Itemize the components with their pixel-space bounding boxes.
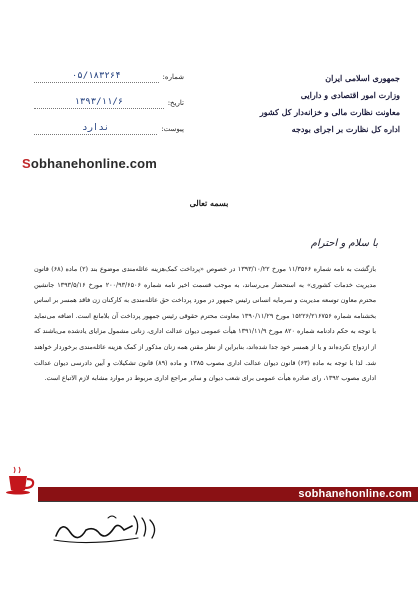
meta-number-row xyxy=(34,70,184,84)
meta-date-row xyxy=(34,96,184,110)
coffee-cup-icon xyxy=(4,466,38,496)
meta-attachment-label: پیوست: xyxy=(161,125,184,133)
ministry-header xyxy=(200,70,400,138)
meta-number-label: شماره: xyxy=(162,73,184,81)
letter-body xyxy=(34,262,376,387)
letter-paragraph: بازگشت به نامه شماره ۱۱/۳۵۶۶ مورخ ۱۳۹۳/۱۰/۲۲ در خصوص «پرداخت کمک‌هزینه عائله‌مندی موضوع بند (۲) ماده (۶۸) قانون مدیریت خدمات کشوری» به استحضار می‌رساند، به موجب قسمت اخیر نامه شماره ۲۰۰/۹۳/۶۵۰۶ مورخ ۱۳۹۳/۵/۱۶ جانشین محترم معاون توسعه مدیریت و سرمایه انسانی رئیس جمهور در مورد پرداخت حق عائله‌مندی به کارکنان زن فاقد همسر بر اساس بخشنامه شماره ۱۵۲۲۶/۲۱۶۷۵۶ مورخ ۱۳۹۰/۱۱/۲۹ معاونت محترم حقوقی رئیس جمهور پرداخت آن بلامانع است. اضافه می‌نماید با توجه به حکم دادنامه شماره ۸۲۰ مورخ ۱۳۹۱/۱۱/۹ هیأت عمومی دیوان عدالت اداری، زنانی مشمول مزایای یادشده می‌باشند که از ازدواج نکرده‌اند و یا از همسر خود جدا شده‌اند، بنابراین از نظر مقنن همه زنان مذکور از کمک هزینه عائله‌مندی برخوردار خواهند شد. لذا با توجه به ماده (۶۳) قانون دیوان عدالت اداری مصوب ۱۳۸۵ و ماده (۸۹) قانون تشکیلات و آیین دادرسی دیوان عدالت اداری مصوب ۱۳۹۲، رای صادره هیأت عمومی برای شعب دیوان و سایر مراجع اداری مربوط در موارد مشابه لازم الاتباع است. xyxy=(34,265,377,383)
signature xyxy=(48,508,168,550)
ministry-line-1: جمهوری اسلامی ایران xyxy=(325,73,400,83)
site-banner xyxy=(38,487,418,501)
site-banner-text: sobhanehonline.com xyxy=(298,488,412,500)
banner-divider xyxy=(38,501,418,502)
site-watermark-rest: obhanehonline.com xyxy=(30,156,158,171)
meta-number-value: ۰۵/۱۸۳۲۶۴ xyxy=(34,71,159,83)
meta-date-label: تاریخ: xyxy=(167,99,184,107)
site-watermark-red-letter: S xyxy=(22,156,31,171)
basmala: بسمه تعالی xyxy=(189,198,229,208)
meta-attachment-row xyxy=(34,122,184,136)
ministry-line-4: اداره کل نظارت بر اجرای بودجه xyxy=(291,124,400,134)
ministry-line-3: معاونت نظارت مالی و خزانه‌دار کل کشور xyxy=(259,107,400,117)
salutation: با سلام و احترام xyxy=(310,238,378,249)
meta-attachment-value: ندارد xyxy=(34,123,157,135)
meta-date-value: ۱۳۹۳/۱۱/۶ xyxy=(34,97,164,109)
site-watermark-top xyxy=(22,156,157,171)
ministry-line-2: وزارت امور اقتصادی و دارایی xyxy=(300,90,400,100)
letter-meta xyxy=(34,70,184,148)
